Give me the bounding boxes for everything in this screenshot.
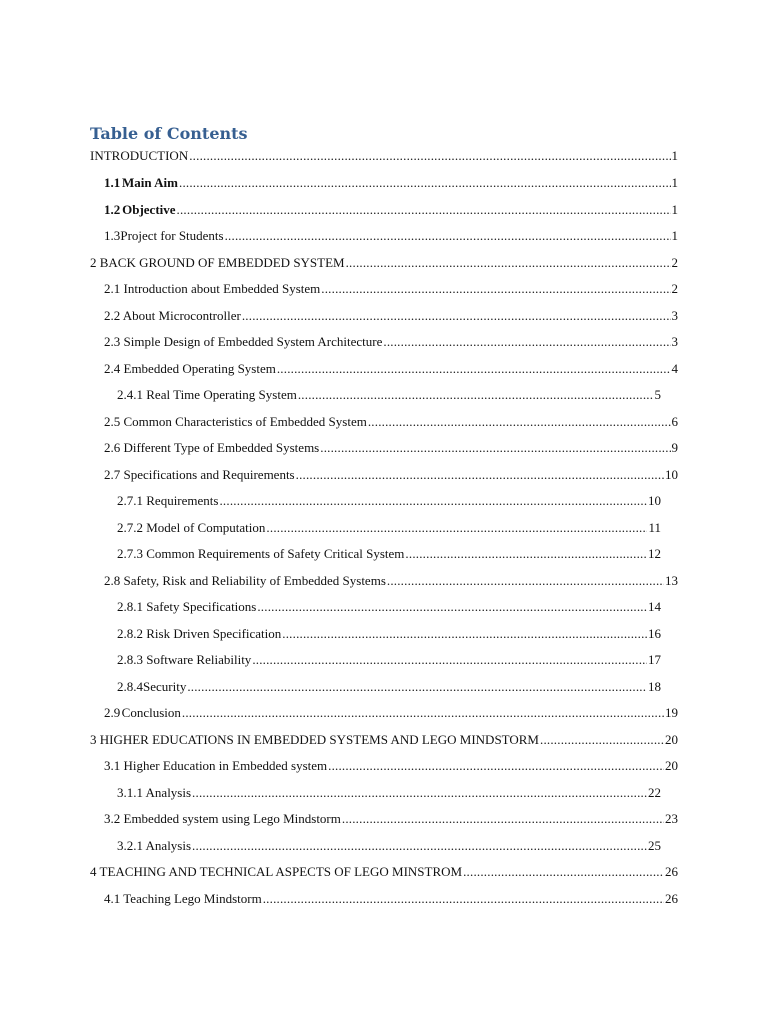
toc-entry-page: 9	[671, 440, 678, 455]
toc-leader	[252, 651, 647, 669]
toc-entry-text: 2.8.1 Safety Specifications	[117, 599, 257, 614]
toc-entry-text: 4.1 Teaching Lego Mindstorm	[104, 891, 262, 906]
toc-leader	[192, 837, 647, 855]
toc-entry[interactable]	[104, 466, 678, 484]
toc-entry[interactable]	[90, 254, 678, 272]
toc-leader	[298, 386, 654, 404]
toc-entry-number: 1.2	[104, 202, 121, 217]
toc-leader	[328, 757, 664, 775]
toc-leader	[182, 704, 664, 722]
toc-entry-page: 18	[648, 679, 661, 694]
toc-leader	[257, 598, 647, 616]
toc-leader	[277, 360, 671, 378]
toc-entry[interactable]	[117, 545, 661, 563]
toc-leader	[342, 810, 664, 828]
toc-entry-page: 20	[665, 758, 678, 773]
toc-entry-text: 2.7.2 Model of Computation	[117, 520, 266, 535]
toc-entry-page: 26	[665, 864, 678, 879]
toc-entry-page: 5	[654, 387, 661, 402]
toc-entry-text: 2.8.2 Risk Driven Specification	[117, 626, 282, 641]
toc-entry-page: 3	[671, 334, 678, 349]
toc-leader	[296, 466, 664, 484]
toc-entry-page: 2	[671, 281, 678, 296]
toc-entry[interactable]	[90, 147, 678, 165]
toc-entry[interactable]	[104, 890, 678, 908]
toc-entry[interactable]	[117, 625, 661, 643]
toc-leader	[387, 572, 664, 590]
toc-entry[interactable]	[104, 704, 678, 722]
toc-entry-text: 2.2 About Microcontroller	[104, 308, 241, 323]
toc-entry-page: 19	[665, 705, 678, 720]
toc-entry-text: 2.7.1 Requirements	[117, 493, 219, 508]
toc-entry-text: 3.1 Higher Education in Embedded system	[104, 758, 328, 773]
toc-entry-page: 11	[648, 520, 661, 535]
toc-leader	[242, 307, 671, 325]
toc-entry-page: 1	[671, 202, 678, 217]
toc-leader	[368, 413, 671, 431]
toc-entry-number: 1.3	[104, 228, 121, 243]
toc-entry[interactable]	[117, 678, 661, 696]
toc-entry-number: 1.1	[104, 175, 121, 190]
toc-leader	[187, 678, 647, 696]
toc-leader	[282, 625, 647, 643]
toc-entry[interactable]	[104, 307, 678, 325]
toc-entry[interactable]	[117, 492, 661, 510]
toc-entry-text: 2.8.4Security	[117, 679, 187, 694]
toc-entry[interactable]	[90, 863, 678, 881]
toc-entry-page: 14	[648, 599, 661, 614]
toc-entry-text: Main Aim	[122, 175, 178, 190]
toc-entry-page: 1	[671, 228, 678, 243]
toc-entry-page: 10	[648, 493, 661, 508]
toc-title: Table of Contents	[90, 124, 248, 143]
toc-entry[interactable]	[104, 280, 678, 298]
toc-entry[interactable]	[104, 439, 678, 457]
toc-entry[interactable]	[104, 413, 678, 431]
toc-entry-text: 4 TEACHING AND TECHNICAL ASPECTS OF LEGO MINSTROM	[90, 864, 463, 879]
toc-entry-text: 2.8 Safety, Risk and Reliability of Embedded Systems	[104, 573, 386, 588]
toc-entry-text: Objective	[122, 202, 176, 217]
toc-entry-page: 12	[648, 546, 661, 561]
toc-entry[interactable]	[104, 227, 678, 245]
toc-entry[interactable]	[117, 784, 661, 802]
toc-entry-page: 26	[665, 891, 678, 906]
toc-entry[interactable]	[104, 174, 678, 192]
toc-leader	[225, 227, 671, 245]
toc-entry-number: 2.9	[104, 705, 121, 720]
toc-entry-page: 25	[648, 838, 661, 853]
toc-entry[interactable]	[104, 360, 678, 378]
toc-entry[interactable]	[104, 572, 678, 590]
toc-entry[interactable]	[117, 386, 661, 404]
toc-leader	[320, 439, 670, 457]
toc-entry[interactable]	[104, 201, 678, 219]
toc-leader	[321, 280, 670, 298]
toc-leader	[405, 545, 647, 563]
toc-entry-page: 22	[648, 785, 661, 800]
toc-entry-text: INTRODUCTION	[90, 148, 189, 163]
toc-entry[interactable]	[90, 731, 678, 749]
toc-entry-text: 2.1 Introduction about Embedded System	[104, 281, 321, 296]
toc-entry[interactable]	[104, 810, 678, 828]
toc-entry-text: 2.3 Simple Design of Embedded System Architecture	[104, 334, 383, 349]
toc-entry-text: 2.7 Specifications and Requirements	[104, 467, 295, 482]
toc-leader	[540, 731, 664, 749]
toc-entry-text: 3 HIGHER EDUCATIONS IN EMBEDDED SYSTEMS AND LEGO MINDSTORM	[90, 732, 539, 747]
toc-entry-page: 20	[665, 732, 678, 747]
toc-entry-text: 2.6 Different Type of Embedded Systems	[104, 440, 320, 455]
toc-leader	[179, 174, 671, 192]
toc-entry-text: 2.4.1 Real Time Operating System	[117, 387, 297, 402]
toc-entry-page: 4	[671, 361, 678, 376]
toc-entry-page: 6	[671, 414, 678, 429]
toc-entry-page: 1	[671, 175, 678, 190]
toc-entry-text: Project for Students	[120, 228, 224, 243]
toc-entry[interactable]	[117, 519, 661, 537]
toc-entry-text: 2.5 Common Characteristics of Embedded System	[104, 414, 367, 429]
toc-entry-text: Conclusion	[121, 705, 181, 720]
toc-entry[interactable]	[117, 837, 661, 855]
toc-entry-page: 3	[671, 308, 678, 323]
toc-leader	[263, 890, 664, 908]
toc-entry[interactable]	[104, 757, 678, 775]
toc-entry[interactable]	[104, 333, 678, 351]
toc-leader	[192, 784, 647, 802]
toc-entry-page: 23	[665, 811, 678, 826]
toc-entry-text: 2.4 Embedded Operating System	[104, 361, 276, 376]
toc-entry-page: 17	[648, 652, 661, 667]
toc-entry-page: 13	[665, 573, 678, 588]
toc-entry-text: 3.2.1 Analysis	[117, 838, 192, 853]
toc-entry[interactable]	[117, 651, 661, 669]
toc-leader	[463, 863, 664, 881]
toc-leader	[266, 519, 647, 537]
toc-entry-page: 1	[671, 148, 678, 163]
toc-entry-text: 3.2 Embedded system using Lego Mindstorm	[104, 811, 341, 826]
toc-leader	[177, 201, 671, 219]
toc-leader	[346, 254, 671, 272]
toc-entry-text: 2.8.3 Software Reliability	[117, 652, 252, 667]
toc-entry-text: 2 BACK GROUND OF EMBEDDED SYSTEM	[90, 255, 345, 270]
toc-entry[interactable]	[117, 598, 661, 616]
toc-leader	[189, 147, 670, 165]
toc-entry-page: 16	[648, 626, 661, 641]
toc-entry-text: 3.1.1 Analysis	[117, 785, 192, 800]
toc-entry-page: 2	[671, 255, 678, 270]
toc-entry-text: 2.7.3 Common Requirements of Safety Critical System	[117, 546, 405, 561]
toc-leader	[219, 492, 647, 510]
toc-leader	[383, 333, 670, 351]
toc-entry-page: 10	[665, 467, 678, 482]
